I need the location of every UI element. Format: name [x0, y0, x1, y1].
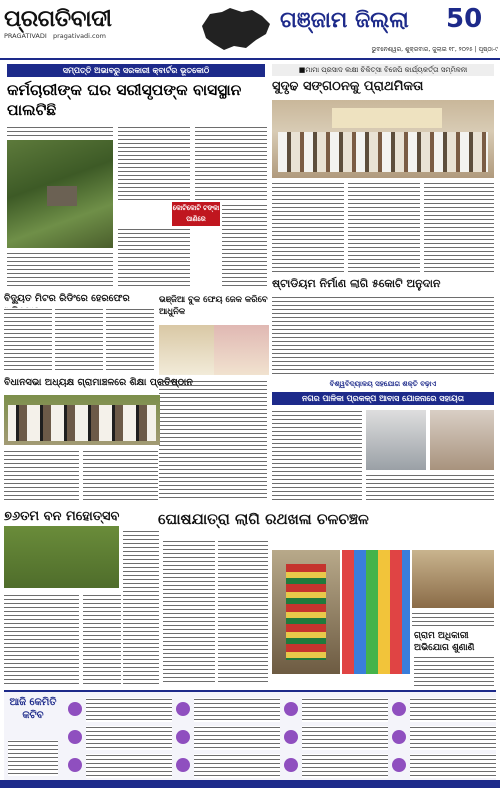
- story-2-body-col3: [424, 182, 494, 272]
- story-4-headline[interactable]: ବିଦ୍ୟୁତ ମିଟର ରିଡିଂରେ ହେରଫେର: [4, 293, 130, 304]
- zodiac-sign-text: [86, 754, 172, 778]
- story-9-body-col2: [218, 540, 268, 684]
- zodiac-sign-text: [302, 754, 388, 778]
- story-1-body-col3b: [222, 204, 267, 288]
- zodiac-sign-text: [410, 726, 496, 750]
- story-10-body: [414, 656, 494, 686]
- story-4-body-col1: [4, 308, 52, 370]
- zodiac-sign-icon: [284, 730, 298, 744]
- story-2-kicker: ■ମାମା ପ୍ରସାଦ ଲକ୍ଷୀ ଚିକିତ୍ସା ବିଜେପି କାର୍ଯ୍ୟକର୍ତ୍ତା ସମ୍ମିଳନୀ: [272, 64, 494, 76]
- story-6-photo: [4, 395, 160, 445]
- story-7-body-2: [366, 474, 494, 502]
- story-1-headline[interactable]: କର୍ମଚାରୀଙ୍କ ଘର ସରୀସୃପଙ୍କ ବାସସ୍ଥାନ ପାଲଟିଛି: [7, 81, 242, 119]
- story-6-body-col2: [83, 450, 158, 502]
- story-7-headline[interactable]: ନଗର ପାଳିକା ପ୍ରକଳ୍ପ ଆବାସ ଯୋଜନାରେ ସହାୟତା: [272, 392, 494, 405]
- zodiac-sign-icon: [284, 758, 298, 772]
- story-5-photo-right: [214, 325, 269, 375]
- zodiac-sign-icon: [284, 702, 298, 716]
- story-5-headline[interactable]: ଭଞ୍ଜିଆ ବୁକ ଫେୟ ଜେକ କରିବେ ଆଧୁନିକ: [159, 295, 268, 317]
- newspaper-logo[interactable]: [4, 6, 179, 54]
- story-9-headline[interactable]: ଘୋଷଯାତ୍ରା ଲାଗି ରଥଖଳା ଚଳଚଞ୍ଚଳ: [158, 510, 369, 528]
- story-1-body-col2: [118, 126, 190, 202]
- story-6-body-col1: [4, 450, 79, 502]
- story-4-body-col2: [55, 308, 103, 370]
- zodiac-sign-text: [194, 698, 280, 722]
- zodiac-sign-text: [86, 698, 172, 722]
- story-7-kicker: ବିଶ୍ୱବିଦ୍ୟାଳୟ ସହଯୋଗ ଶକ୍ତି ବଢ଼ାଏ: [329, 380, 437, 388]
- logo-text: ପ୍ରଗତିବାଦୀ: [4, 6, 112, 32]
- zodiac-sign-text: [194, 754, 280, 778]
- zodiac-sign-icon: [176, 702, 190, 716]
- zodiac-sign-icon: [392, 730, 406, 744]
- story-5-photo-left: [159, 325, 214, 375]
- story-3-body: [272, 296, 494, 374]
- story-4-body-col3: [106, 308, 154, 370]
- district-map-icon: [196, 6, 276, 52]
- story-2-headline[interactable]: ସୁଦୃଢ ସଙ୍ଗଠନକୁ ପ୍ରାଥମିକତା: [272, 79, 424, 94]
- logo-subtitle: PRAGATIVADI pragativadi.com: [4, 32, 106, 40]
- zodiac-sign-text: [302, 698, 388, 722]
- story-1-body-col1b: [7, 252, 113, 288]
- story-8-photo: [4, 526, 119, 588]
- story-5-body: [159, 380, 267, 500]
- story-8-body-col3: [83, 594, 121, 684]
- zodiac-sign-text: [410, 698, 496, 722]
- story-9-photo-chariot: [272, 550, 340, 674]
- dateline: ଭୁବନେଶ୍ୱର, ଶୁକ୍ରବାର, ଜୁଲାଇ ୧୮, ୨୦୨୫ | ପୃଷ୍ଠା-୯: [371, 46, 498, 53]
- story-6-headline[interactable]: ବିଧାନସଭା ଅଧ୍ୟକ୍ଷ ଗ୍ରାମାଞ୍ଚଳରେ ଶିକ୍ଷା ପ୍ରତିଷ୍ଠାନ: [4, 377, 193, 388]
- story-1-body-col2b: [118, 228, 190, 288]
- story-9-photo-colors: [342, 550, 410, 674]
- story-1-body-col3: [195, 126, 267, 202]
- story-1-badge: କୋଟିକୋଟି ଟଙ୍କା ପାଣିରେ: [172, 202, 220, 226]
- zodiac-sign-text: [410, 754, 496, 778]
- story-2-photo: [272, 100, 494, 178]
- horoscope-author: [8, 740, 58, 776]
- story-1-photo: [7, 140, 113, 248]
- story-9-body-col1: [163, 540, 215, 684]
- zodiac-sign-icon: [68, 702, 82, 716]
- story-9-body-col3: [412, 612, 494, 626]
- story-7-photo-person: [430, 410, 494, 470]
- story-2-body-col2: [348, 182, 420, 272]
- story-8-body-col1: [4, 594, 79, 684]
- zodiac-sign-icon: [176, 730, 190, 744]
- masthead: [0, 0, 500, 60]
- zodiac-sign-text: [302, 726, 388, 750]
- story-7-body: [272, 410, 362, 502]
- anniversary-logo: 50: [446, 4, 483, 34]
- zodiac-sign-icon: [392, 758, 406, 772]
- zodiac-sign-icon: [392, 702, 406, 716]
- story-1-kicker: ସମ୍ପତ୍ତି ଅଭାବରୁ ସରକାରୀ କ୍ବାର୍ଟର ଭୂତକୋଠି: [7, 64, 265, 77]
- footer-bar: [0, 780, 500, 788]
- story-1-body-col1: [7, 126, 113, 138]
- zodiac-sign-text: [86, 726, 172, 750]
- story-2-body-col1: [272, 182, 344, 272]
- story-7-photo-car: [366, 410, 426, 470]
- story-8-body-col2: [123, 530, 159, 684]
- zodiac-sign-icon: [176, 758, 190, 772]
- zodiac-sign-icon: [68, 730, 82, 744]
- story-10-headline[interactable]: ଗ୍ରାମ ଅଧିକାରୀ ଅଭିଯୋଗ ଶୁଣାଣି: [414, 631, 475, 653]
- horoscope-title: ଆଜି କେମିତି କଟିବ: [9, 697, 57, 721]
- story-8-headline[interactable]: ୭୬ତମ ବନ ମହୋତ୍ସବ: [4, 509, 120, 524]
- zodiac-sign-icon: [68, 758, 82, 772]
- story-3-headline[interactable]: ଷ୍ଟାଡିୟମ ନିର୍ମାଣ ଲାଗି ୫କୋଟି ଅନୁଦାନ: [272, 277, 441, 290]
- section-title: ଗଞ୍ଜାମ ଜିଲ୍ଲା: [280, 8, 409, 33]
- story-9-photo-3: [412, 550, 494, 608]
- zodiac-sign-text: [194, 726, 280, 750]
